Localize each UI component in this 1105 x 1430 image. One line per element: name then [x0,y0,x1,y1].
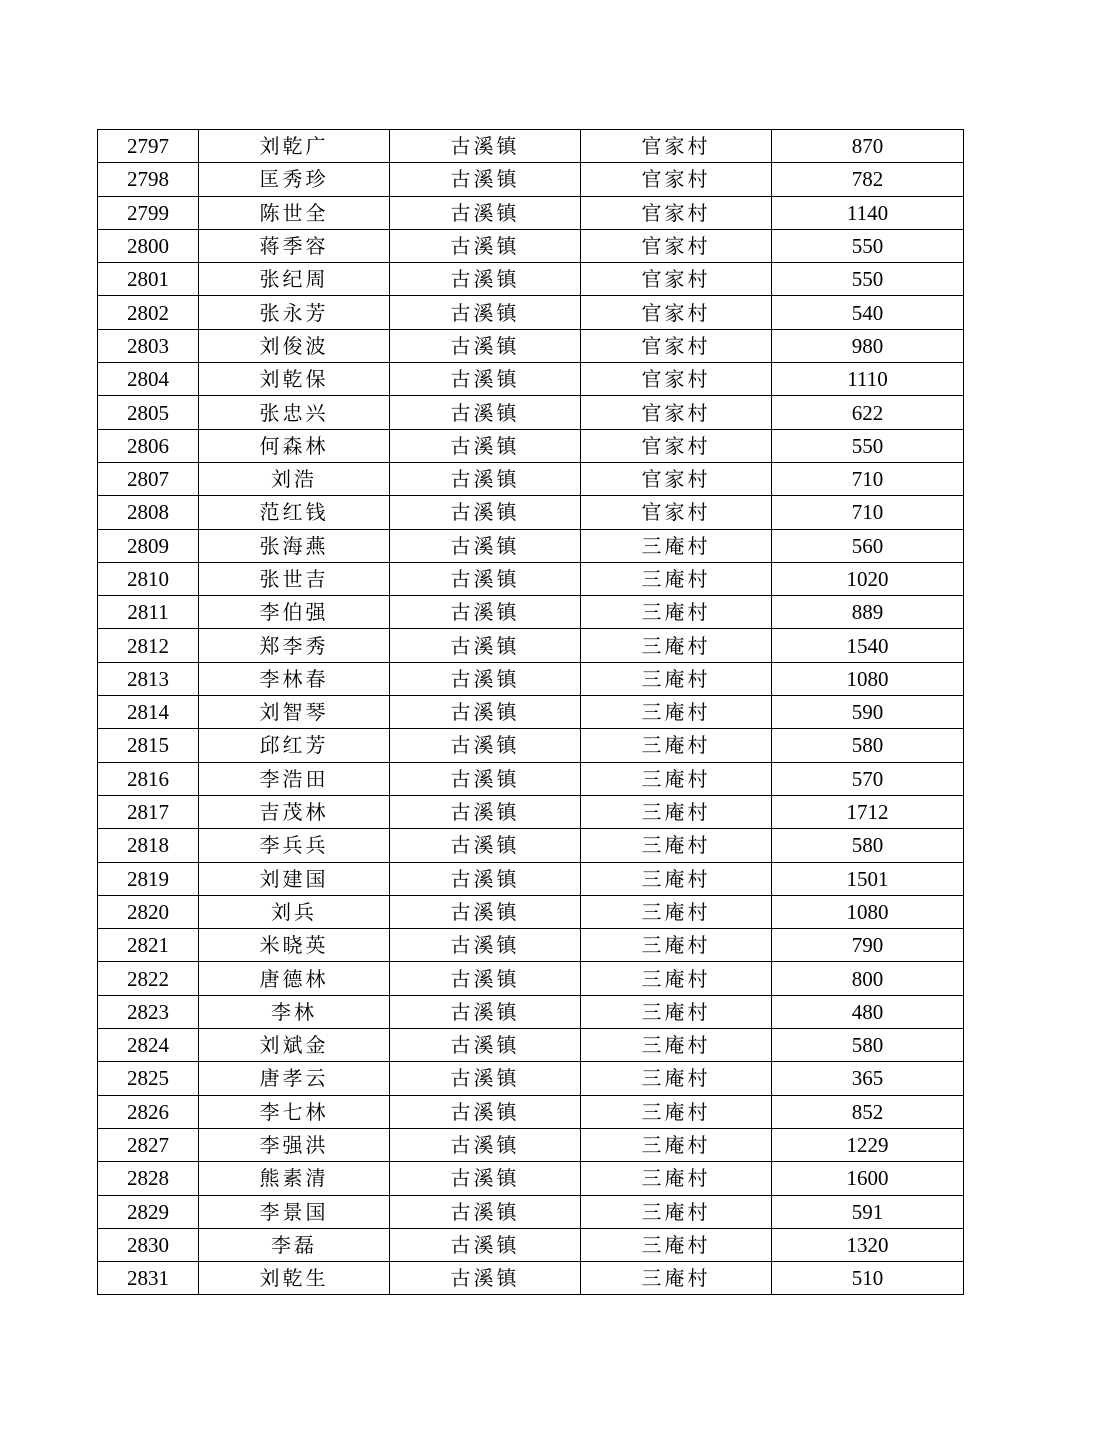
village-cell: 三庵村 [581,1095,772,1128]
amount-cell: 1501 [772,862,964,895]
town-cell: 古溪镇 [390,1195,581,1228]
name-cell: 李浩田 [199,762,390,795]
row-number-cell: 2815 [98,729,199,762]
village-cell: 三庵村 [581,862,772,895]
village-cell: 三庵村 [581,562,772,595]
table-row [98,1128,964,1161]
amount-cell: 1080 [772,895,964,928]
table-row [98,995,964,1028]
amount-cell: 710 [772,462,964,495]
table-row [98,1228,964,1261]
town-cell: 古溪镇 [390,1029,581,1062]
name-cell: 刘乾保 [199,363,390,396]
town-cell: 古溪镇 [390,462,581,495]
village-cell: 三庵村 [581,629,772,662]
name-cell: 李林春 [199,662,390,695]
town-cell: 古溪镇 [390,596,581,629]
table-body [98,130,964,1295]
table-row [98,662,964,695]
table-row [98,496,964,529]
name-cell: 刘乾生 [199,1262,390,1295]
row-number-cell: 2822 [98,962,199,995]
town-cell: 古溪镇 [390,962,581,995]
table-row [98,229,964,262]
row-number-cell: 2810 [98,562,199,595]
row-number-cell: 2831 [98,1262,199,1295]
village-cell: 官家村 [581,462,772,495]
village-cell: 官家村 [581,130,772,163]
amount-cell: 1712 [772,795,964,828]
amount-cell: 365 [772,1062,964,1095]
name-cell: 唐德林 [199,962,390,995]
name-cell: 刘兵 [199,895,390,928]
name-cell: 张纪周 [199,263,390,296]
village-cell: 官家村 [581,163,772,196]
amount-cell: 1140 [772,196,964,229]
town-cell: 古溪镇 [390,529,581,562]
town-cell: 古溪镇 [390,862,581,895]
town-cell: 古溪镇 [390,929,581,962]
name-cell: 李兵兵 [199,829,390,862]
town-cell: 古溪镇 [390,130,581,163]
amount-cell: 591 [772,1195,964,1228]
village-cell: 三庵村 [581,1262,772,1295]
town-cell: 古溪镇 [390,1095,581,1128]
village-cell: 三庵村 [581,795,772,828]
amount-cell: 889 [772,596,964,629]
town-cell: 古溪镇 [390,662,581,695]
amount-cell: 800 [772,962,964,995]
table-row [98,629,964,662]
row-number-cell: 2811 [98,596,199,629]
town-cell: 古溪镇 [390,1262,581,1295]
amount-cell: 1229 [772,1128,964,1161]
row-number-cell: 2827 [98,1128,199,1161]
row-number-cell: 2808 [98,496,199,529]
town-cell: 古溪镇 [390,995,581,1028]
village-cell: 三庵村 [581,1128,772,1161]
amount-cell: 1540 [772,629,964,662]
table-row [98,895,964,928]
table-row [98,862,964,895]
name-cell: 李林 [199,995,390,1028]
row-number-cell: 2806 [98,429,199,462]
table-row [98,363,964,396]
row-number-cell: 2819 [98,862,199,895]
table-row [98,1162,964,1195]
amount-cell: 870 [772,130,964,163]
village-cell: 官家村 [581,296,772,329]
table-row [98,462,964,495]
name-cell: 张永芳 [199,296,390,329]
row-number-cell: 2805 [98,396,199,429]
name-cell: 张海燕 [199,529,390,562]
amount-cell: 550 [772,429,964,462]
village-cell: 三庵村 [581,1162,772,1195]
name-cell: 范红钱 [199,496,390,529]
village-cell: 三庵村 [581,1029,772,1062]
village-cell: 官家村 [581,196,772,229]
village-cell: 官家村 [581,263,772,296]
name-cell: 刘斌金 [199,1029,390,1062]
name-cell: 郑李秀 [199,629,390,662]
amount-cell: 480 [772,995,964,1028]
town-cell: 古溪镇 [390,229,581,262]
row-number-cell: 2800 [98,229,199,262]
village-cell: 三庵村 [581,829,772,862]
town-cell: 古溪镇 [390,496,581,529]
amount-cell: 852 [772,1095,964,1128]
village-cell: 三庵村 [581,729,772,762]
village-cell: 官家村 [581,363,772,396]
row-number-cell: 2821 [98,929,199,962]
village-cell: 官家村 [581,496,772,529]
town-cell: 古溪镇 [390,629,581,662]
table-row [98,1095,964,1128]
town-cell: 古溪镇 [390,696,581,729]
village-cell: 三庵村 [581,1228,772,1261]
table-row [98,130,964,163]
row-number-cell: 2818 [98,829,199,862]
name-cell: 匡秀珍 [199,163,390,196]
name-cell: 唐孝云 [199,1062,390,1095]
name-cell: 熊素清 [199,1162,390,1195]
name-cell: 刘浩 [199,462,390,495]
amount-cell: 550 [772,229,964,262]
town-cell: 古溪镇 [390,163,581,196]
table-row [98,829,964,862]
amount-cell: 580 [772,1029,964,1062]
row-number-cell: 2826 [98,1095,199,1128]
name-cell: 李景国 [199,1195,390,1228]
amount-cell: 560 [772,529,964,562]
row-number-cell: 2802 [98,296,199,329]
village-cell: 三庵村 [581,1195,772,1228]
town-cell: 古溪镇 [390,729,581,762]
row-number-cell: 2799 [98,196,199,229]
amount-cell: 580 [772,829,964,862]
row-number-cell: 2817 [98,795,199,828]
name-cell: 张忠兴 [199,396,390,429]
village-cell: 三庵村 [581,529,772,562]
amount-cell: 1320 [772,1228,964,1261]
table-row [98,329,964,362]
name-cell: 吉茂林 [199,795,390,828]
table-row [98,562,964,595]
town-cell: 古溪镇 [390,1162,581,1195]
town-cell: 古溪镇 [390,329,581,362]
amount-cell: 1110 [772,363,964,396]
row-number-cell: 2829 [98,1195,199,1228]
row-number-cell: 2798 [98,163,199,196]
row-number-cell: 2813 [98,662,199,695]
town-cell: 古溪镇 [390,196,581,229]
amount-cell: 580 [772,729,964,762]
town-cell: 古溪镇 [390,562,581,595]
name-cell: 刘建国 [199,862,390,895]
table-row [98,596,964,629]
village-cell: 官家村 [581,396,772,429]
table-row [98,1029,964,1062]
table-row [98,929,964,962]
data-table [97,129,964,1295]
amount-cell: 510 [772,1262,964,1295]
name-cell: 刘俊波 [199,329,390,362]
table-row [98,762,964,795]
table-row [98,163,964,196]
table-row [98,729,964,762]
village-cell: 官家村 [581,229,772,262]
table-row [98,429,964,462]
town-cell: 古溪镇 [390,795,581,828]
amount-cell: 622 [772,396,964,429]
amount-cell: 980 [772,329,964,362]
town-cell: 古溪镇 [390,363,581,396]
row-number-cell: 2797 [98,130,199,163]
table-row [98,296,964,329]
amount-cell: 710 [772,496,964,529]
town-cell: 古溪镇 [390,1062,581,1095]
amount-cell: 782 [772,163,964,196]
town-cell: 古溪镇 [390,1228,581,1261]
row-number-cell: 2812 [98,629,199,662]
name-cell: 张世吉 [199,562,390,595]
row-number-cell: 2807 [98,462,199,495]
village-cell: 三庵村 [581,696,772,729]
amount-cell: 550 [772,263,964,296]
town-cell: 古溪镇 [390,296,581,329]
village-cell: 三庵村 [581,662,772,695]
row-number-cell: 2809 [98,529,199,562]
row-number-cell: 2814 [98,696,199,729]
amount-cell: 1600 [772,1162,964,1195]
town-cell: 古溪镇 [390,762,581,795]
village-cell: 三庵村 [581,895,772,928]
name-cell: 蒋季容 [199,229,390,262]
village-cell: 三庵村 [581,962,772,995]
name-cell: 李强洪 [199,1128,390,1161]
village-cell: 三庵村 [581,1062,772,1095]
name-cell: 刘智琴 [199,696,390,729]
table-row [98,196,964,229]
town-cell: 古溪镇 [390,1128,581,1161]
name-cell: 刘乾广 [199,130,390,163]
name-cell: 何森林 [199,429,390,462]
name-cell: 李磊 [199,1228,390,1261]
row-number-cell: 2803 [98,329,199,362]
name-cell: 陈世全 [199,196,390,229]
amount-cell: 570 [772,762,964,795]
name-cell: 李七林 [199,1095,390,1128]
row-number-cell: 2801 [98,263,199,296]
town-cell: 古溪镇 [390,829,581,862]
amount-cell: 1080 [772,662,964,695]
amount-cell: 790 [772,929,964,962]
town-cell: 古溪镇 [390,895,581,928]
row-number-cell: 2820 [98,895,199,928]
village-cell: 官家村 [581,429,772,462]
town-cell: 古溪镇 [390,396,581,429]
table-row [98,962,964,995]
village-cell: 三庵村 [581,995,772,1028]
village-cell: 三庵村 [581,929,772,962]
table-row [98,696,964,729]
name-cell: 李伯强 [199,596,390,629]
amount-cell: 590 [772,696,964,729]
table-row [98,529,964,562]
row-number-cell: 2830 [98,1228,199,1261]
row-number-cell: 2824 [98,1029,199,1062]
table-row [98,1062,964,1095]
table-row [98,396,964,429]
village-cell: 三庵村 [581,596,772,629]
table-row [98,263,964,296]
row-number-cell: 2816 [98,762,199,795]
town-cell: 古溪镇 [390,263,581,296]
row-number-cell: 2828 [98,1162,199,1195]
village-cell: 官家村 [581,329,772,362]
row-number-cell: 2825 [98,1062,199,1095]
town-cell: 古溪镇 [390,429,581,462]
table-row [98,1195,964,1228]
name-cell: 米晓英 [199,929,390,962]
amount-cell: 540 [772,296,964,329]
row-number-cell: 2804 [98,363,199,396]
row-number-cell: 2823 [98,995,199,1028]
village-cell: 三庵村 [581,762,772,795]
table-row [98,1262,964,1295]
name-cell: 邱红芳 [199,729,390,762]
table-row [98,795,964,828]
amount-cell: 1020 [772,562,964,595]
